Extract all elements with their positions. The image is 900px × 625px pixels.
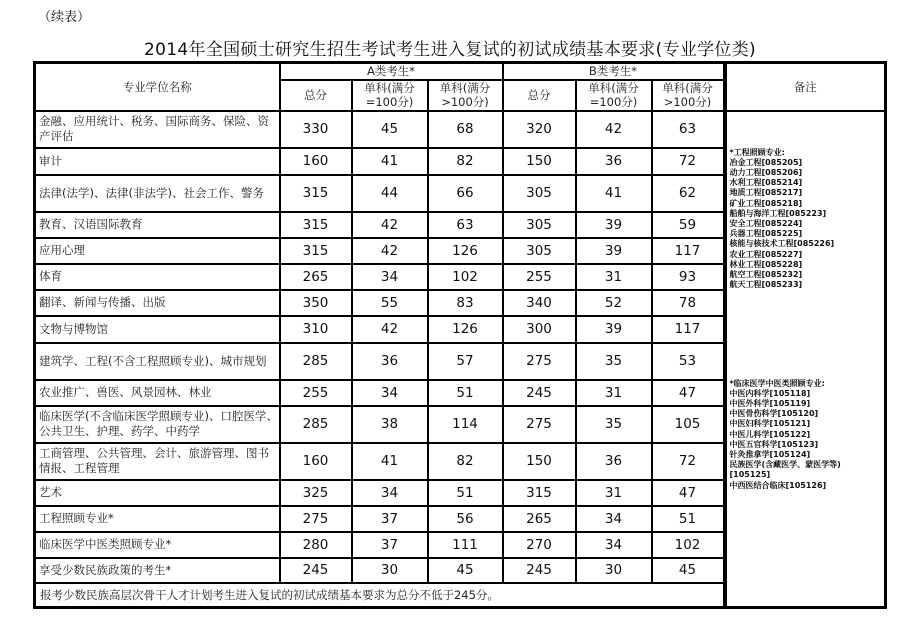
score-b-1: 30 (576, 558, 652, 583)
score-b-0: 255 (503, 264, 576, 290)
score-b-0: 265 (503, 506, 576, 532)
score-a-0: 255 (280, 380, 352, 406)
remarks-item: 农业工程[085227] (729, 249, 803, 259)
score-a-0: 285 (280, 343, 352, 380)
remarks-item: 中西医结合临床[105126] (729, 480, 827, 490)
row-name: 审计 (35, 148, 280, 175)
score-a-2: 51 (428, 480, 503, 506)
score-a-0: 315 (280, 238, 352, 264)
score-a-2: 63 (428, 212, 503, 238)
score-b-2: 45 (652, 558, 725, 583)
remarks-item: 中医妇科学[105121] (729, 419, 811, 429)
score-b-2: 78 (652, 290, 725, 316)
score-b-1: 39 (576, 238, 652, 264)
row-name: 艺术 (35, 480, 280, 506)
score-a-1: 42 (352, 316, 428, 343)
score-a-2: 126 (428, 238, 503, 264)
score-table (33, 61, 887, 609)
score-a-2: 111 (428, 532, 503, 558)
score-b-0: 320 (503, 111, 576, 148)
header-a-single-gt100: 单科(满分>100分) (428, 80, 503, 111)
score-b-2: 102 (652, 532, 725, 558)
remarks-item: 中医儿科学[105122] (729, 429, 811, 439)
score-a-0: 310 (280, 316, 352, 343)
score-b-0: 315 (503, 480, 576, 506)
score-b-0: 275 (503, 406, 576, 443)
score-a-1: 42 (352, 212, 428, 238)
remarks-item: 中医骨伤科学[105120] (729, 409, 819, 419)
score-a-0: 160 (280, 443, 352, 480)
header-name: 专业学位名称 (35, 63, 280, 111)
score-a-2: 56 (428, 506, 503, 532)
row-name: 享受少数民族政策的考生* (35, 558, 280, 583)
score-b-2: 47 (652, 480, 725, 506)
score-a-2: 82 (428, 148, 503, 175)
remarks-item: 民族医学(含藏医学、蒙医学等)[105125] (729, 460, 841, 480)
score-b-1: 35 (576, 343, 652, 380)
table-row (35, 111, 886, 148)
score-a-2: 126 (428, 316, 503, 343)
footer-note: 报考少数民族高层次骨干人才计划考生进入复试的初试成绩基本要求为总分不低于245分。 (35, 583, 725, 608)
remarks-tcm (730, 379, 880, 491)
score-b-2: 63 (652, 111, 725, 148)
score-b-1: 31 (576, 264, 652, 290)
score-b-1: 34 (576, 532, 652, 558)
header-b-total: 总分 (503, 80, 576, 111)
remarks-item: 动力工程[085206] (729, 167, 803, 177)
score-b-2: 51 (652, 506, 725, 532)
score-a-1: 37 (352, 532, 428, 558)
row-name: 工程照顾专业* (35, 506, 280, 532)
score-b-1: 34 (576, 506, 652, 532)
header-a-total: 总分 (280, 80, 352, 111)
remarks-item: 林业工程[085228] (729, 259, 803, 269)
score-a-1: 36 (352, 343, 428, 380)
remarks-item: 冶金工程[085205] (729, 157, 803, 167)
score-b-2: 117 (652, 238, 725, 264)
score-b-1: 31 (576, 380, 652, 406)
score-b-2: 72 (652, 443, 725, 480)
score-a-0: 325 (280, 480, 352, 506)
score-a-1: 41 (352, 443, 428, 480)
score-a-0: 350 (280, 290, 352, 316)
score-b-2: 62 (652, 175, 725, 212)
row-name: 体育 (35, 264, 280, 290)
header-a-single-100: 单科(满分=100分) (352, 80, 428, 111)
score-b-2: 47 (652, 380, 725, 406)
score-b-0: 270 (503, 532, 576, 558)
score-b-0: 150 (503, 443, 576, 480)
remarks-item: 中医五官科学[105123] (729, 439, 819, 449)
score-b-1: 36 (576, 148, 652, 175)
score-a-2: 102 (428, 264, 503, 290)
row-name: 建筑学、工程(不含工程照顾专业)、城市规划 (35, 343, 280, 380)
score-a-2: 51 (428, 380, 503, 406)
score-b-2: 117 (652, 316, 725, 343)
continued-label: （续表） (38, 10, 91, 25)
score-a-0: 330 (280, 111, 352, 148)
score-b-1: 41 (576, 175, 652, 212)
score-a-1: 44 (352, 175, 428, 212)
score-a-2: 45 (428, 558, 503, 583)
remarks-heading: *工程照顾专业: (729, 147, 785, 157)
remarks-item: 航空工程[085232] (729, 269, 803, 279)
score-b-1: 52 (576, 290, 652, 316)
score-a-2: 68 (428, 111, 503, 148)
row-name: 法律(法学)、法律(非法学)、社会工作、警务 (35, 175, 280, 212)
header-group-a: A类考生* (280, 63, 503, 80)
row-name: 农业推广、兽医、风景园林、林业 (35, 380, 280, 406)
score-a-2: 83 (428, 290, 503, 316)
remarks-heading: *临床医学中医类照顾专业: (729, 378, 825, 388)
score-b-1: 31 (576, 480, 652, 506)
score-b-1: 39 (576, 212, 652, 238)
score-a-1: 30 (352, 558, 428, 583)
score-a-0: 160 (280, 148, 352, 175)
score-b-2: 105 (652, 406, 725, 443)
score-b-0: 275 (503, 343, 576, 380)
row-name: 工商管理、公共管理、会计、旅游管理、图书情报、工程管理 (35, 443, 280, 480)
score-b-0: 300 (503, 316, 576, 343)
score-b-0: 305 (503, 175, 576, 212)
remarks-item: 兵器工程[085225] (729, 229, 803, 239)
score-a-2: 66 (428, 175, 503, 212)
score-a-0: 315 (280, 175, 352, 212)
score-a-0: 280 (280, 532, 352, 558)
row-name: 应用心理 (35, 238, 280, 264)
row-name: 金融、应用统计、税务、国际商务、保险、资产评估 (35, 111, 280, 148)
score-b-1: 42 (576, 111, 652, 148)
score-b-0: 245 (503, 380, 576, 406)
score-a-0: 265 (280, 264, 352, 290)
score-b-2: 53 (652, 343, 725, 380)
remarks-item: 航天工程[085233] (729, 280, 803, 290)
remarks-item: 中医内科学[105118] (729, 388, 811, 398)
score-a-1: 34 (352, 380, 428, 406)
row-name: 临床医学(不含临床医学照顾专业)、口腔医学、公共卫生、护理、药学、中药学 (35, 406, 280, 443)
score-a-1: 34 (352, 480, 428, 506)
score-a-1: 45 (352, 111, 428, 148)
score-a-1: 55 (352, 290, 428, 316)
remarks-item: 核能与核技术工程[085226] (729, 239, 835, 249)
remarks-item: 中医外科学[105119] (729, 398, 811, 408)
score-b-1: 35 (576, 406, 652, 443)
score-b-0: 305 (503, 238, 576, 264)
score-a-1: 38 (352, 406, 428, 443)
score-b-1: 36 (576, 443, 652, 480)
score-b-0: 305 (503, 212, 576, 238)
page-title: 2014年全国硕士研究生招生考试考生进入复试的初试成绩基本要求(专业学位类) (144, 40, 756, 60)
score-a-0: 245 (280, 558, 352, 583)
row-name: 临床医学中医类照顾专业* (35, 532, 280, 558)
score-a-1: 42 (352, 238, 428, 264)
score-b-0: 245 (503, 558, 576, 583)
score-b-2: 93 (652, 264, 725, 290)
remarks-item: 地质工程[085217] (729, 188, 803, 198)
score-a-1: 34 (352, 264, 428, 290)
score-a-1: 37 (352, 506, 428, 532)
remarks-item: 船舶与海洋工程[085223] (729, 208, 827, 218)
remarks-item: 水利工程[085214] (729, 178, 803, 188)
score-b-0: 150 (503, 148, 576, 175)
header-b-single-100: 单科(满分=100分) (576, 80, 652, 111)
score-a-2: 82 (428, 443, 503, 480)
row-name: 翻译、新闻与传播、出版 (35, 290, 280, 316)
score-b-1: 39 (576, 316, 652, 343)
header-group-b: B类考生* (503, 63, 725, 80)
remarks-cell (725, 111, 886, 608)
score-a-1: 41 (352, 148, 428, 175)
remarks-item: 针灸推拿学[105124] (729, 449, 811, 459)
score-a-0: 315 (280, 212, 352, 238)
score-b-2: 72 (652, 148, 725, 175)
score-a-2: 114 (428, 406, 503, 443)
score-b-2: 59 (652, 212, 725, 238)
remarks-item: 矿业工程[085218] (729, 198, 803, 208)
header-remarks: 备注 (725, 63, 886, 111)
header-b-single-gt100: 单科(满分>100分) (652, 80, 725, 111)
score-a-2: 57 (428, 343, 503, 380)
remarks-item: 安全工程[085224] (729, 218, 803, 228)
remarks-engineering (730, 148, 835, 291)
row-name: 文物与博物馆 (35, 316, 280, 343)
score-a-0: 285 (280, 406, 352, 443)
score-a-0: 275 (280, 506, 352, 532)
row-name: 教育、汉语国际教育 (35, 212, 280, 238)
score-b-0: 340 (503, 290, 576, 316)
